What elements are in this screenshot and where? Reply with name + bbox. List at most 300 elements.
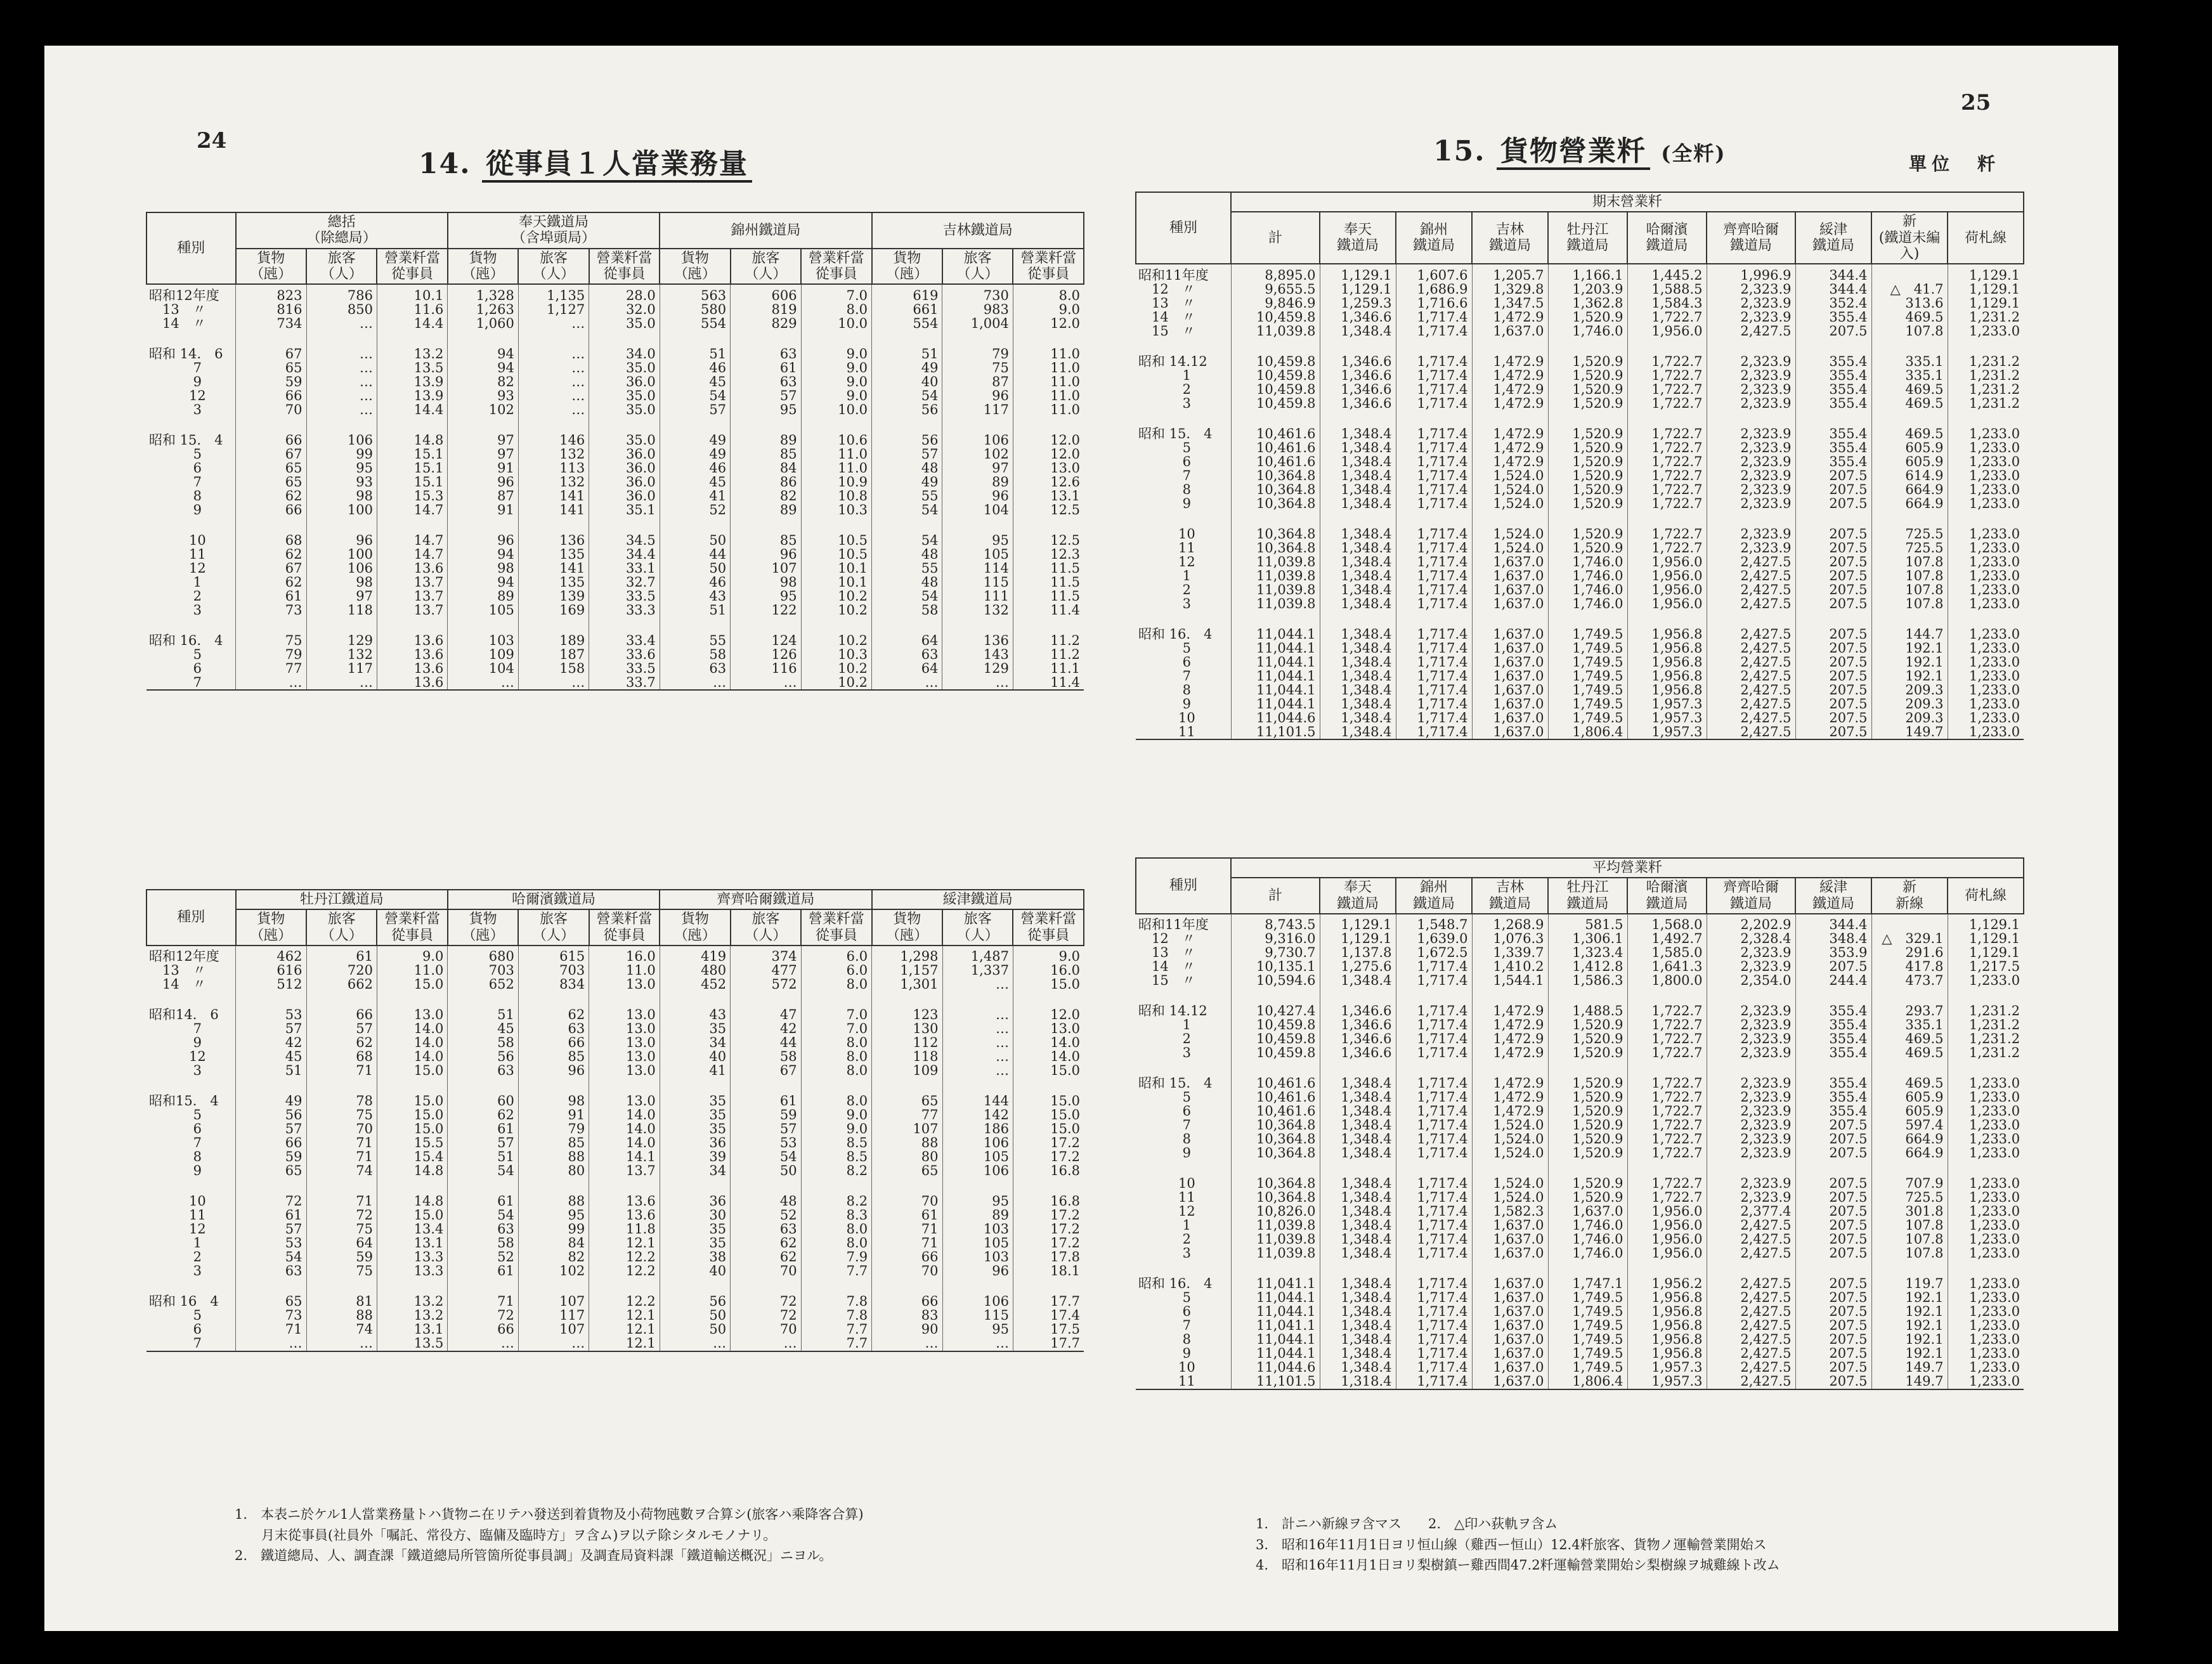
data-cell: 1,637.0	[1472, 611, 1548, 641]
data-cell: 41	[660, 1064, 730, 1078]
data-cell: 355.4	[1795, 368, 1871, 382]
data-cell: 96	[731, 547, 801, 561]
data-cell: 97	[306, 589, 377, 603]
table-row	[1136, 1060, 2024, 1091]
header-text: （人）	[956, 266, 999, 282]
data-cell: 1,348.4	[1320, 555, 1396, 569]
data-cell: 6.0	[801, 964, 871, 978]
data-cell: 1,717.4	[1396, 597, 1472, 611]
data-cell: 15.1	[377, 447, 447, 461]
data-cell: 14.0	[589, 1108, 660, 1122]
table-row	[1136, 1233, 2024, 1247]
data-cell: 1,717.4	[1396, 1247, 1472, 1261]
data-cell: 10.3	[801, 647, 871, 661]
data-cell: 82	[731, 489, 801, 503]
data-cell: 8.0	[801, 978, 871, 992]
header-text: 貨物	[257, 250, 285, 266]
row-label: 12 〃	[1138, 931, 1195, 947]
header-text: 齊齊哈爾	[1722, 221, 1779, 238]
data-cell: 17.4	[1013, 1309, 1084, 1323]
row-label: 昭和14. 6	[149, 1007, 219, 1023]
header-text: 營業粁當	[384, 911, 441, 928]
data-cell: 1,233.0	[1948, 974, 2024, 988]
data-cell: 1,520.9	[1548, 382, 1627, 396]
table-row	[1136, 611, 2024, 641]
data-cell: 95	[518, 1209, 589, 1223]
data-cell: 1,637.0	[1472, 1261, 1548, 1291]
data-cell: 11.1	[1013, 661, 1084, 675]
data-cell: 355.4	[1795, 1046, 1871, 1060]
data-cell: 1,348.4	[1320, 1091, 1396, 1105]
data-cell: 8.2	[801, 1164, 871, 1178]
data-cell: 1,586.3	[1548, 974, 1627, 988]
data-cell: 1,956.8	[1627, 669, 1707, 683]
data-cell: 1,520.9	[1548, 469, 1627, 483]
data-cell: 480	[660, 964, 730, 978]
data-cell: 1,637.0	[1472, 597, 1548, 611]
data-cell: 344.4	[1795, 264, 1871, 282]
column-header	[518, 909, 589, 946]
data-cell: 98	[306, 575, 377, 589]
data-cell: 1,717.4	[1396, 974, 1472, 988]
data-cell: 1,746.0	[1548, 1233, 1627, 1247]
data-cell: 58	[660, 647, 730, 661]
data-cell: 554	[872, 316, 942, 330]
data-cell: 115	[942, 575, 1013, 589]
data-cell: 89	[731, 417, 801, 447]
row-label: 12	[149, 1049, 206, 1065]
data-cell: 15.5	[377, 1136, 447, 1150]
data-cell: 99	[518, 1223, 589, 1237]
data-cell: 50	[731, 1164, 801, 1178]
row-label: 2	[1138, 1031, 1192, 1047]
data-cell: 146	[518, 417, 589, 447]
table-row	[1136, 641, 2024, 655]
data-cell: 1,524.0	[1472, 1147, 1548, 1160]
data-cell: 1,717.4	[1396, 1305, 1472, 1319]
column-header	[377, 909, 447, 946]
data-cell: 1,717.4	[1396, 1219, 1472, 1233]
header-text: 貨物	[469, 250, 497, 266]
data-cell: 2,427.5	[1707, 1333, 1795, 1347]
data-cell: 1,749.5	[1548, 669, 1627, 683]
data-cell: 54	[660, 389, 730, 403]
data-cell: 1,348.4	[1320, 1105, 1396, 1119]
data-cell: 63	[660, 661, 730, 675]
data-cell: 1,348.4	[1320, 583, 1396, 597]
data-cell: 13.7	[589, 1164, 660, 1178]
data-cell: 1,717.4	[1396, 469, 1472, 483]
data-cell: 12.2	[589, 1251, 660, 1264]
data-cell: 477	[731, 964, 801, 978]
data-cell: 2,427.5	[1707, 1219, 1795, 1233]
header-text: 牡丹江	[1566, 221, 1609, 238]
header-text: （人）	[533, 927, 575, 944]
data-cell: 13.4	[377, 1223, 447, 1237]
data-cell: 48	[872, 575, 942, 589]
data-cell: 107.8	[1871, 1247, 1948, 1261]
data-cell: 8.0	[801, 1036, 871, 1050]
column-header	[1013, 249, 1084, 285]
data-cell: 16.0	[589, 946, 660, 964]
data-cell: 10,459.8	[1231, 382, 1320, 396]
data-cell: 57	[731, 389, 801, 403]
data-cell: 13.0	[377, 992, 447, 1022]
data-cell: 7.8	[801, 1278, 871, 1309]
data-cell: 1,722.7	[1627, 1133, 1707, 1147]
data-cell: 70	[306, 1122, 377, 1136]
data-cell: 15.1	[377, 475, 447, 489]
header-text: 奉天	[1343, 221, 1372, 238]
data-cell: 664.9	[1871, 1133, 1948, 1147]
data-cell: 1,717.4	[1396, 1333, 1472, 1347]
table-row	[146, 1150, 1084, 1164]
header-text: 鐵道局	[1336, 895, 1379, 912]
data-cell: 1,129.1	[1948, 932, 2024, 946]
data-cell: 1,060	[448, 316, 518, 330]
data-cell: 149.7	[1871, 725, 1948, 739]
data-cell: 65	[236, 361, 306, 375]
data-cell: 11.0	[1013, 375, 1084, 389]
data-cell: 1,544.1	[1472, 974, 1548, 988]
data-cell: 2,427.5	[1707, 1291, 1795, 1305]
column-header	[518, 249, 589, 285]
data-cell: 1,637.0	[1472, 1361, 1548, 1375]
header-text: 鐵道局	[1812, 895, 1854, 912]
column-header	[872, 909, 942, 946]
table-15-upper	[1135, 192, 2024, 740]
table-row	[146, 1178, 1084, 1209]
table-row	[146, 617, 1084, 647]
data-cell: 1,472.9	[1472, 410, 1548, 441]
data-cell: 207.5	[1795, 497, 1871, 510]
data-cell: 11,039.8	[1231, 1219, 1320, 1233]
data-cell: 96	[518, 1064, 589, 1078]
data-cell: 40	[660, 1264, 730, 1278]
data-cell: 1,520.9	[1548, 368, 1627, 382]
table-row	[1136, 1361, 2024, 1375]
data-cell: 38	[660, 1251, 730, 1264]
data-cell: 15.4	[377, 1150, 447, 1164]
data-cell: 74	[306, 1164, 377, 1178]
data-cell: 56	[660, 1278, 730, 1309]
table-row	[1136, 455, 2024, 469]
data-cell: 13.1	[1013, 489, 1084, 503]
data-cell: 15.0	[1013, 1064, 1084, 1078]
data-cell: 57	[236, 1022, 306, 1036]
row-label: 1	[1138, 1017, 1192, 1033]
row-label: 7	[149, 474, 202, 490]
data-cell: 1,129.1	[1948, 282, 2024, 296]
data-cell: 2,323.9	[1707, 960, 1795, 974]
table-row	[1136, 655, 2024, 669]
row-label: 11	[149, 1207, 206, 1223]
data-cell: 207.5	[1795, 725, 1871, 739]
data-cell: 11,044.6	[1231, 1361, 1320, 1375]
data-cell: 9.0	[377, 946, 447, 964]
data-cell: 11.0	[1013, 389, 1084, 403]
data-cell: 35.0	[589, 403, 660, 417]
data-cell: 98	[448, 561, 518, 575]
data-cell: 14.0	[1013, 1036, 1084, 1050]
data-cell: 207.5	[1795, 510, 1871, 541]
data-cell: 100	[306, 503, 377, 517]
table-14-number: 14.	[419, 148, 471, 180]
data-cell: 12.1	[589, 1323, 660, 1337]
data-cell: 71	[306, 1064, 377, 1078]
header-text: 營業粁當	[596, 911, 653, 928]
data-cell: 102	[518, 1264, 589, 1278]
data-cell: 1,722.7	[1627, 310, 1707, 324]
table-14-notes	[235, 1504, 1110, 1566]
data-cell: 1,233.0	[1948, 1105, 2024, 1119]
data-cell: 1,956.0	[1627, 1247, 1707, 1261]
data-cell: 605.9	[1871, 455, 1948, 469]
data-cell: 207.5	[1795, 611, 1871, 641]
data-cell: 135	[518, 575, 589, 589]
header-text: （人）	[745, 927, 787, 944]
data-cell: 59	[236, 375, 306, 389]
table-row	[146, 1164, 1084, 1178]
data-cell: 88	[872, 1136, 942, 1150]
data-cell: 344.4	[1795, 282, 1871, 296]
table-row	[1136, 711, 2024, 725]
data-cell: 46	[660, 361, 730, 375]
data-cell: 1,492.7	[1627, 932, 1707, 946]
data-cell: 207.5	[1795, 1247, 1871, 1261]
data-cell: 11.4	[1013, 675, 1084, 690]
data-cell: 34	[660, 1036, 730, 1050]
data-cell: 1,717.4	[1396, 441, 1472, 455]
table-row	[146, 603, 1084, 617]
data-cell: 2,377.4	[1707, 1205, 1795, 1219]
data-cell: 1,472.9	[1472, 396, 1548, 410]
data-cell: 94	[448, 575, 518, 589]
table-row	[1136, 1105, 2024, 1119]
data-cell: 707.9	[1871, 1160, 1948, 1191]
data-cell: 66	[872, 1251, 942, 1264]
data-cell: 8.0	[801, 1078, 871, 1108]
table-row	[1136, 1261, 2024, 1291]
data-cell: 2,323.9	[1707, 282, 1795, 296]
data-cell: 823	[236, 284, 306, 302]
data-cell: 355.4	[1795, 396, 1871, 410]
data-cell: 10,594.6	[1231, 974, 1320, 988]
data-cell: 2,323.9	[1707, 1060, 1795, 1091]
data-cell: 77	[236, 661, 306, 675]
data-cell: 1,746.0	[1548, 583, 1627, 597]
data-cell: 1,348.4	[1320, 1191, 1396, 1205]
data-cell: 7.7	[801, 1323, 871, 1337]
note-line: 4. 昭和16年11月1日ヨリ梨樹鎮ー雞西間47.2粁運輸營業開始シ梨樹線ヲ城雞線ト改ム	[1256, 1557, 1780, 1573]
data-cell: 107	[872, 1122, 942, 1136]
data-cell: 1,588.5	[1627, 282, 1707, 296]
data-cell: 301.8	[1871, 1205, 1948, 1219]
data-cell: 207.5	[1795, 483, 1871, 497]
data-cell: 95	[942, 1178, 1013, 1209]
data-cell: 1,233.0	[1948, 1133, 2024, 1147]
data-cell: 11,039.8	[1231, 583, 1320, 597]
data-cell: 59	[731, 1108, 801, 1122]
data-cell: 11,101.5	[1231, 725, 1320, 739]
data-cell: 85	[731, 447, 801, 461]
table-row	[1136, 338, 2024, 368]
data-cell: 1,717.4	[1396, 382, 1472, 396]
data-cell: 1,472.9	[1472, 338, 1548, 368]
data-cell: 53	[731, 1136, 801, 1150]
data-cell: …	[306, 389, 377, 403]
data-cell: 512	[236, 978, 306, 992]
data-cell: 58	[448, 1036, 518, 1050]
data-cell: 1,301	[872, 978, 942, 992]
data-cell: 43	[660, 992, 730, 1022]
data-cell: 1,472.9	[1472, 455, 1548, 469]
data-cell: 9,730.7	[1231, 946, 1320, 960]
data-cell: 1,233.0	[1948, 711, 2024, 725]
data-cell: 13.0	[589, 1078, 660, 1108]
data-cell: 1,717.4	[1396, 960, 1472, 974]
data-cell: 95	[942, 517, 1013, 547]
data-cell: 1,129.1	[1948, 946, 2024, 960]
data-cell: 54	[872, 503, 942, 517]
data-cell: 192.1	[1871, 655, 1948, 669]
data-cell: 50	[660, 561, 730, 575]
row-label: 6	[1138, 654, 1192, 670]
table-row	[1136, 441, 2024, 455]
data-cell: 469.5	[1871, 396, 1948, 410]
data-cell: 57	[236, 1223, 306, 1237]
data-cell: 1,717.4	[1396, 1261, 1472, 1291]
data-cell: 50	[660, 1323, 730, 1337]
data-cell: 102	[942, 447, 1013, 461]
table-row	[146, 575, 1084, 589]
data-cell: 1,722.7	[1627, 1018, 1707, 1032]
data-cell: 1,348.4	[1320, 469, 1396, 483]
data-cell: 64	[306, 1237, 377, 1251]
data-cell: 33.6	[589, 647, 660, 661]
row-label: 昭和 16 4	[149, 1294, 219, 1310]
data-cell: 51	[448, 1150, 518, 1164]
column-header	[731, 249, 801, 285]
data-cell: 1,346.6	[1320, 1018, 1396, 1032]
data-cell: 72	[306, 1209, 377, 1223]
data-cell: 33.1	[589, 561, 660, 575]
data-cell: 1,641.3	[1627, 960, 1707, 974]
data-cell: 12.1	[589, 1309, 660, 1323]
data-cell: 102	[448, 403, 518, 417]
data-cell: 91	[448, 461, 518, 475]
data-cell: 1,717.4	[1396, 1375, 1472, 1389]
data-cell: 126	[731, 647, 801, 661]
data-cell: 13.9	[377, 389, 447, 403]
data-cell: 1,233.0	[1948, 1375, 2024, 1389]
table-row	[146, 461, 1084, 475]
data-cell: 107.8	[1871, 583, 1948, 597]
data-cell: 1,348.4	[1320, 1347, 1396, 1361]
data-cell: 81	[306, 1278, 377, 1309]
data-cell: 13.0	[1013, 1022, 1084, 1036]
data-cell: 13.0	[589, 992, 660, 1022]
table-row	[1136, 310, 2024, 324]
row-label: 6	[149, 1322, 202, 1337]
data-cell: 1,233.0	[1948, 1219, 2024, 1233]
data-cell: 1,472.9	[1472, 310, 1548, 324]
data-cell: 100	[306, 547, 377, 561]
data-cell: 1,348.4	[1320, 1333, 1396, 1347]
data-cell: 8.5	[801, 1136, 871, 1150]
data-cell: 98	[731, 575, 801, 589]
data-cell: 605.9	[1871, 1091, 1948, 1105]
table-row	[1136, 1219, 2024, 1233]
data-cell: 1,233.0	[1948, 324, 2024, 338]
data-cell: 1,233.0	[1948, 569, 2024, 583]
header-text: （瓲）	[462, 266, 504, 282]
header-text: 綏津	[1819, 880, 1847, 896]
table-row	[1136, 1147, 2024, 1160]
data-cell: 93	[448, 389, 518, 403]
data-cell: 68	[306, 1050, 377, 1064]
data-cell: …	[306, 403, 377, 417]
data-cell: 1,637.0	[1472, 669, 1548, 683]
data-cell: 13.0	[589, 1022, 660, 1036]
header-text: 綏津鐵道局	[942, 892, 1013, 907]
row-label: 5	[1138, 439, 1192, 455]
data-cell: 2,323.9	[1707, 338, 1795, 368]
data-cell: 1,346.6	[1320, 988, 1396, 1018]
data-cell: 1,520.9	[1548, 1105, 1627, 1119]
data-cell: 1,722.7	[1627, 510, 1707, 541]
data-cell: 2,427.5	[1707, 569, 1795, 583]
data-cell: 63	[731, 330, 801, 361]
data-cell: 10.9	[801, 475, 871, 489]
data-cell: 10,427.4	[1231, 988, 1320, 1018]
header-text: 總括	[327, 214, 356, 230]
data-cell: 1,520.9	[1548, 338, 1627, 368]
data-cell: 28.0	[589, 284, 660, 302]
data-cell: 2,427.5	[1707, 1375, 1795, 1389]
data-cell: 605.9	[1871, 1105, 1948, 1119]
data-cell: 1,806.4	[1548, 725, 1627, 739]
header-text: 計	[1268, 230, 1282, 246]
row-label: 12	[149, 387, 206, 403]
data-cell: 1,472.9	[1472, 382, 1548, 396]
row-label: 11	[149, 546, 206, 562]
data-cell: 1,717.4	[1396, 1291, 1472, 1305]
row-label: 5	[1138, 1089, 1192, 1105]
header-text: （瓲）	[673, 927, 716, 944]
data-cell: 1,231.2	[1948, 382, 2024, 396]
data-cell: 9,316.0	[1231, 932, 1320, 946]
data-cell: 2,323.9	[1707, 1160, 1795, 1191]
data-cell: 1,584.3	[1627, 296, 1707, 310]
data-cell: 59	[306, 1251, 377, 1264]
data-cell: 13.3	[377, 1251, 447, 1264]
data-cell: 60	[448, 1078, 518, 1108]
data-cell: 2,323.9	[1707, 1119, 1795, 1133]
data-cell: 1,233.0	[1948, 1233, 2024, 1247]
data-cell: …	[660, 675, 730, 690]
data-cell: 2,323.9	[1707, 1046, 1795, 1060]
data-cell: 10,461.6	[1231, 410, 1320, 441]
data-cell: 1,259.3	[1320, 296, 1396, 310]
data-cell: 1,717.4	[1396, 1105, 1472, 1119]
data-cell: …	[306, 1337, 377, 1351]
data-cell: 1,348.4	[1320, 683, 1396, 697]
data-cell: 207.5	[1795, 1219, 1871, 1233]
data-cell: 1,233.0	[1948, 1119, 2024, 1133]
data-cell: 7.8	[801, 1309, 871, 1323]
data-cell: 66	[872, 1278, 942, 1309]
